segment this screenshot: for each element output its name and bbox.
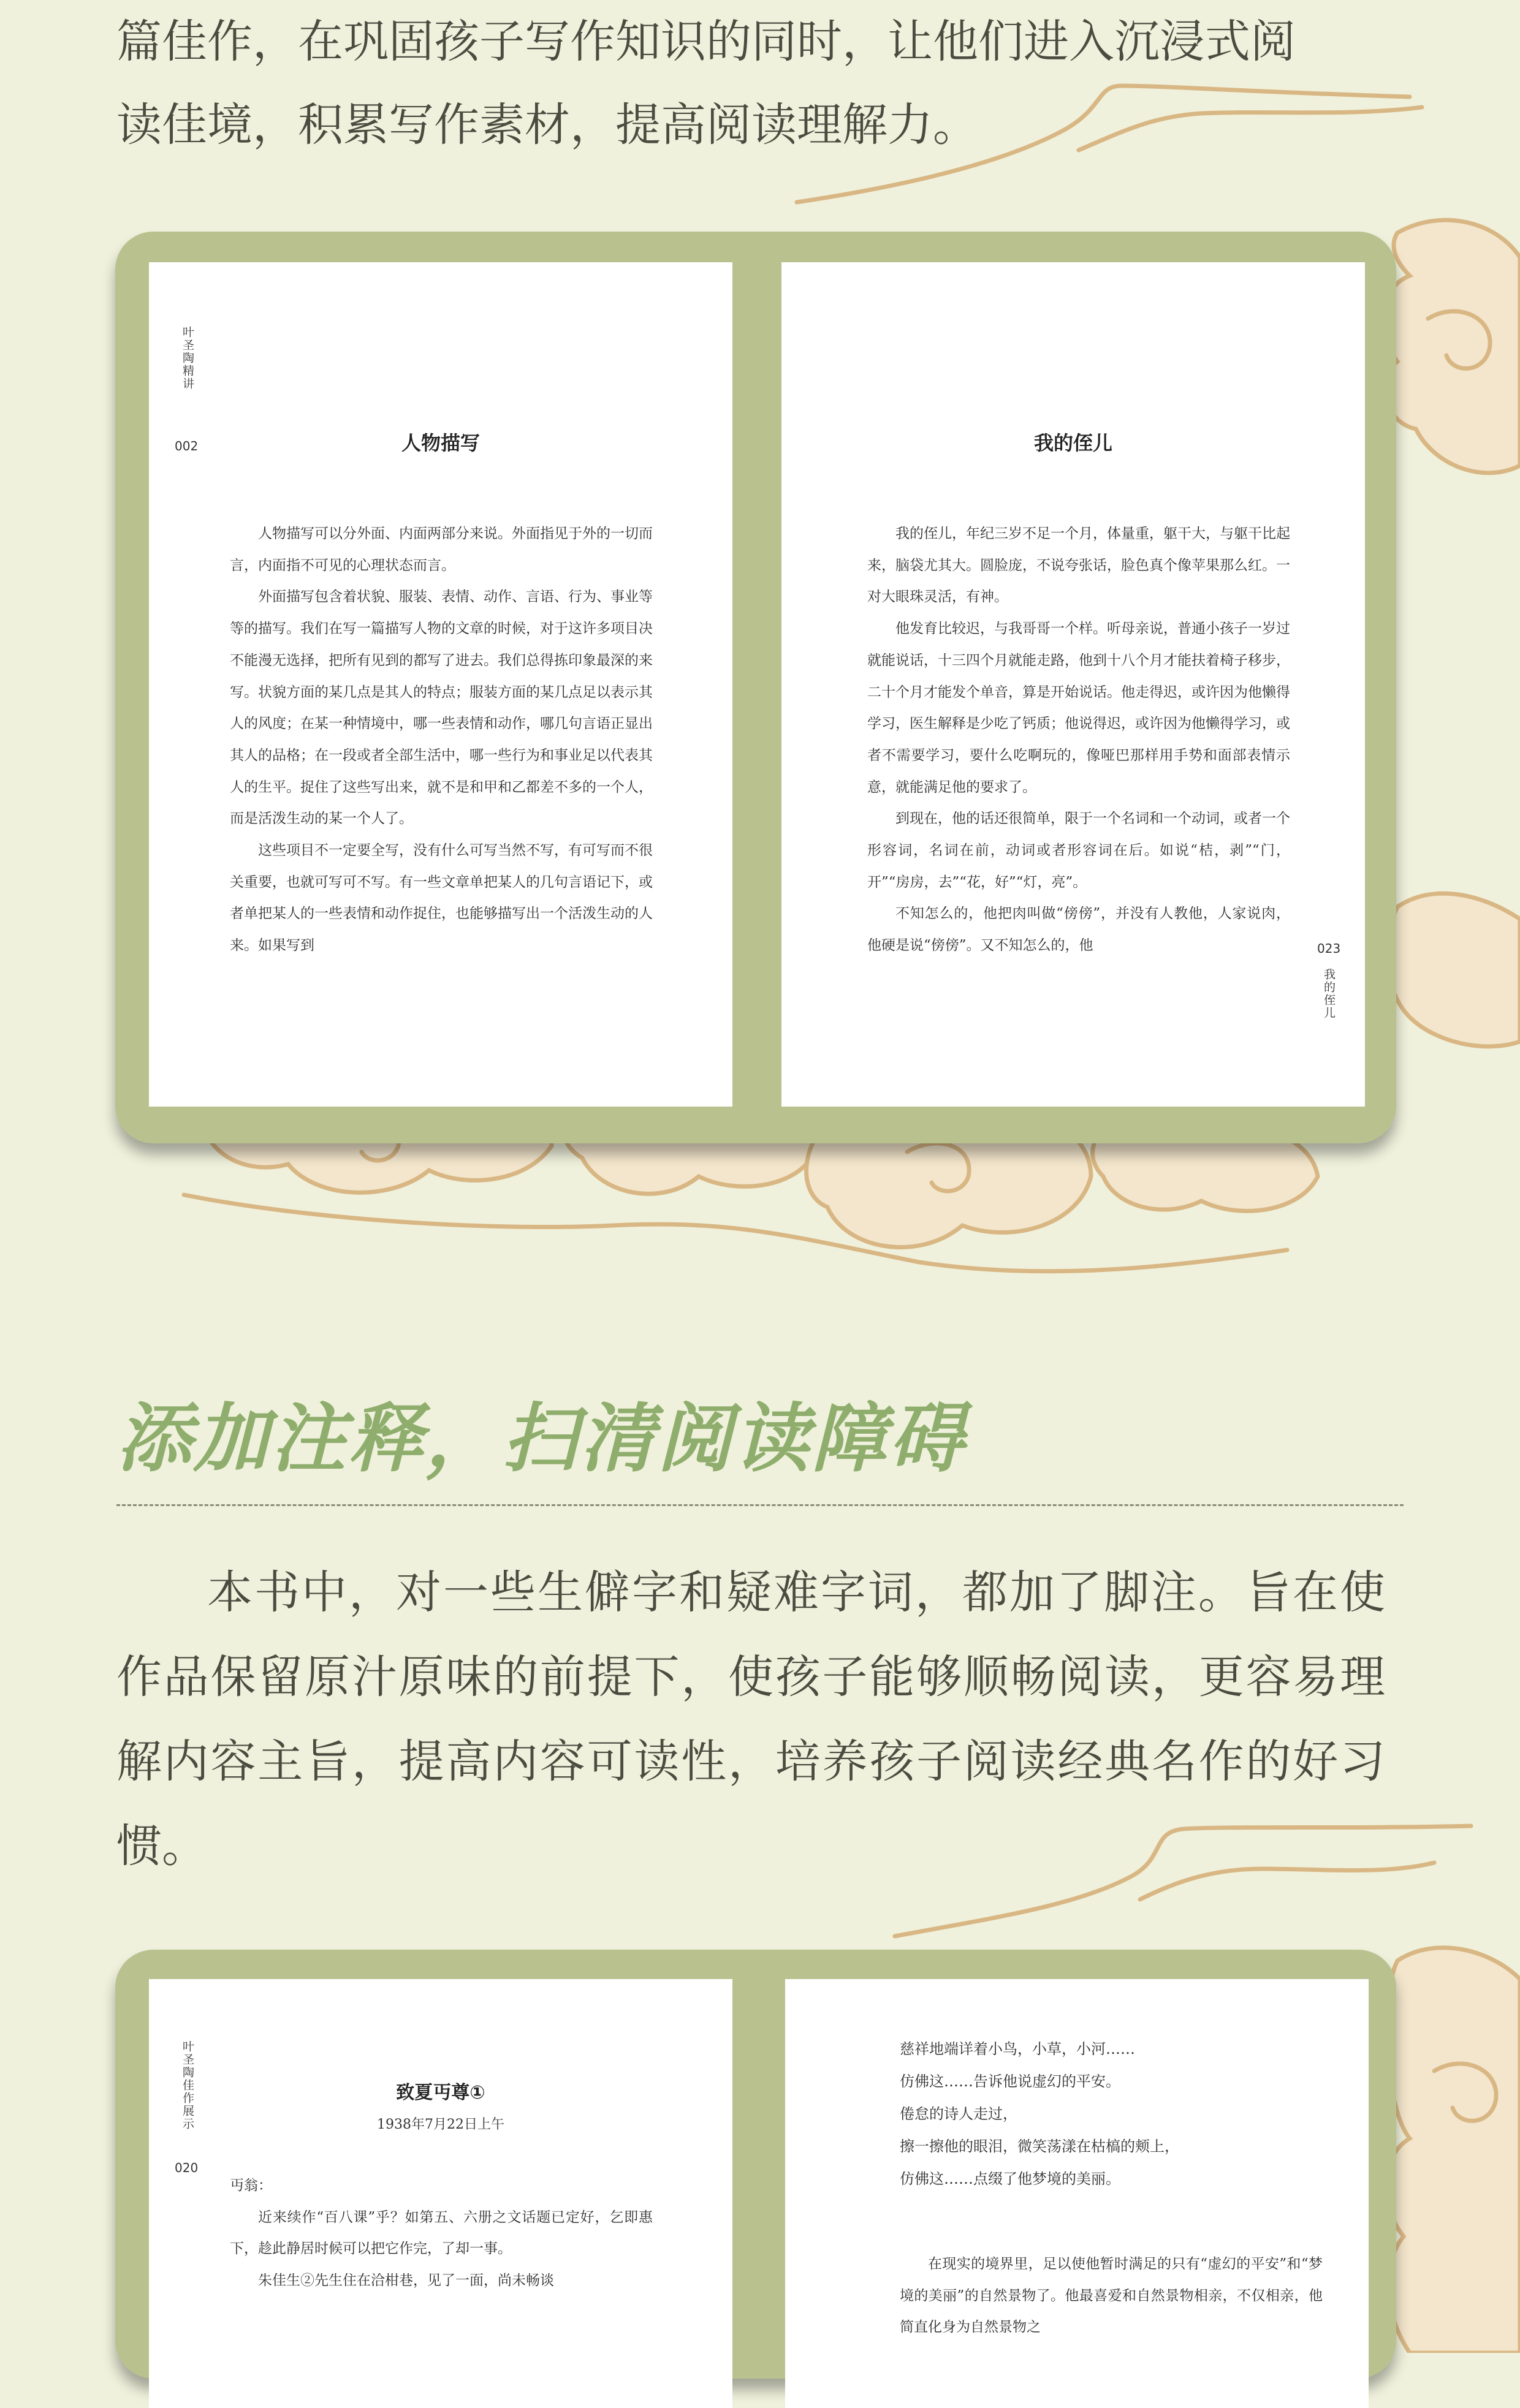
page-paragraph: 这些项目不一定要全写，没有什么可写当然不写，有可写而不很关重要，也就可写可不写。有一些文章单把某人的几句言语记下，或者单把某人的一些表情和动作捉住，也能够描写出一个活泼生动的人来。如果写到 [230,842,653,954]
cloud-right-3 [1386,1948,1520,2353]
page-paragraph: 外面描写包含着状貌、服装、表情、动作、言语、行为、事业等等的描写。我们在写一篇描写人物的文章的时候，对于这许多项目决不能漫无选择，把所有见到的都写了进去。我们总得拣印象最深的来写。状貌方面的某几点是其人的特点；服装方面的某几点足以表示其人的风度；在某一种情境中，哪一些表情和动作，哪几句言语正显出其人的品格；在一段或者全部生活中，哪一些行为和事业足以代表其人的生平。捉住了这些写出来，就不是和甲和乙都差不多的一个人，而是活泼生动的某一个人了。 [230,589,653,827]
poem-line: 倦怠的诗人走过， [900,2105,1017,2122]
page-paragraph: 不知怎么的，他把肉叫做“傍傍”，并没有人教他，人家说肉，他硬是说“傍傍”。又不知怎么的，他 [867,906,1290,954]
page-title: 我的侄儿 [1033,431,1112,455]
page-paragraph: 近来续作“百八课”乎？如第五、六册之文话题已定好，乞即惠下，趁此静居时候可以把它作完，了却一事。 [230,2209,653,2257]
page-body [867,518,1290,962]
page-body [900,2249,1323,2344]
intro-text [116,0,1422,167]
section-body: 本书中，对一些生僻字和疑难字词，都加了脚注。旨在使作品保留原汁原味的前提下，使孩子能够顺畅阅读，更容易理解内容主旨，提高内容可读性，培养孩子阅读经典名作的好习惯。 [116,1566,1385,1872]
page-paragraph: 朱佳生②先生住在洽柑巷，见了一面，尚未畅谈 [258,2273,554,2289]
section-heading: 添加注释，扫清阅读障碍 [116,1395,966,1482]
page-side-label: 叶圣陶精讲 [181,326,194,390]
page-number: 023 [1317,941,1341,956]
page-paragraph: 我的侄儿，年纪三岁不足一个月，体量重，躯干大，与躯干比起来，脑袋尤其大。圆脸庞，不说夸张话，脸色真个像苹果那么红。一对大眼珠灵活，有神。 [867,526,1290,605]
book-page-right [785,1979,1369,2408]
page-number: 020 [175,2160,199,2175]
poem-line: 擦一擦他的眼泪，微笑荡漾在枯槁的颊上， [900,2138,1179,2155]
book-spread-2 [115,1950,1396,2379]
cloud-bottom-tail [184,1195,1287,1271]
poem-line: 仿佛这……点缀了他梦境的美丽。 [900,2170,1120,2187]
poem-line: 慈祥地端详着小鸟，小草，小河…… [900,2040,1135,2058]
poem-line: 仿佛这……告诉他说虚幻的平安。 [900,2073,1120,2090]
page-paragraph: 在现实的境界里，足以使他暂时满足的只有“虚幻的平安”和“梦境的美丽”的自然景物了。他最喜爱和自然景物相亲，不仅相亲，他简直化身为自然景物之 [900,2256,1323,2336]
book-page-left [149,1979,732,2408]
letter-salutation: 丏翁： [230,2178,272,2194]
page-side-label: 我的侄儿 [1322,968,1336,1020]
poem-block [900,2033,1179,2195]
intro-line-2: 读佳境，积累写作素材，提高阅读理解力。 [116,99,978,151]
page-side-label: 叶圣陶佳作展示 [181,2040,194,2130]
page-body [230,518,653,962]
letter-date: 1938年7月22日上午 [377,2117,504,2132]
book-page-right [781,262,1365,1107]
dashed-divider [116,1504,1404,1506]
cloud-right-1 [1382,220,1520,473]
intro-line-1: 篇佳作，在巩固孩子写作知识的同时，让他们进入沉浸式阅 [116,15,1296,68]
page-body [230,2170,653,2297]
cloud-right-2 [1387,893,1520,1047]
page-paragraph: 人物描写可以分外面、内面两部分来说。外面指见于外的一切而言，内面指不可见的心理状态而言。 [230,526,653,574]
page-paragraph: 到现在，他的话还很简单，限于一个名词和一个动词，或者一个形容词，名词在前，动词或者形容词在后。如说“桔，剥”“门，开”“房房，去”“花，好”“灯，亮”。 [867,811,1290,890]
page-title: 人物描写 [401,431,480,455]
book-spread-1 [115,232,1396,1143]
page-title: 致夏丏尊① [396,2082,485,2103]
page-paragraph: 他发育比较迟，与我哥哥一个样。听母亲说，普通小孩子一岁过就能说话，十三四个月就能走路，他到十八个月才能扶着椅子移步，二十个月才能发个单音，算是开始说话。他走得迟，或许因为他懒得学习，医生解释是少吃了钙质；他说得迟，或许因为他懒得学习，或者不需要学习，要什么吃啊玩的，像哑巴那样用手势和面部表情示意，就能满足他的要求了。 [867,621,1290,795]
book-page-left [149,262,732,1107]
page-number: 002 [175,439,199,453]
